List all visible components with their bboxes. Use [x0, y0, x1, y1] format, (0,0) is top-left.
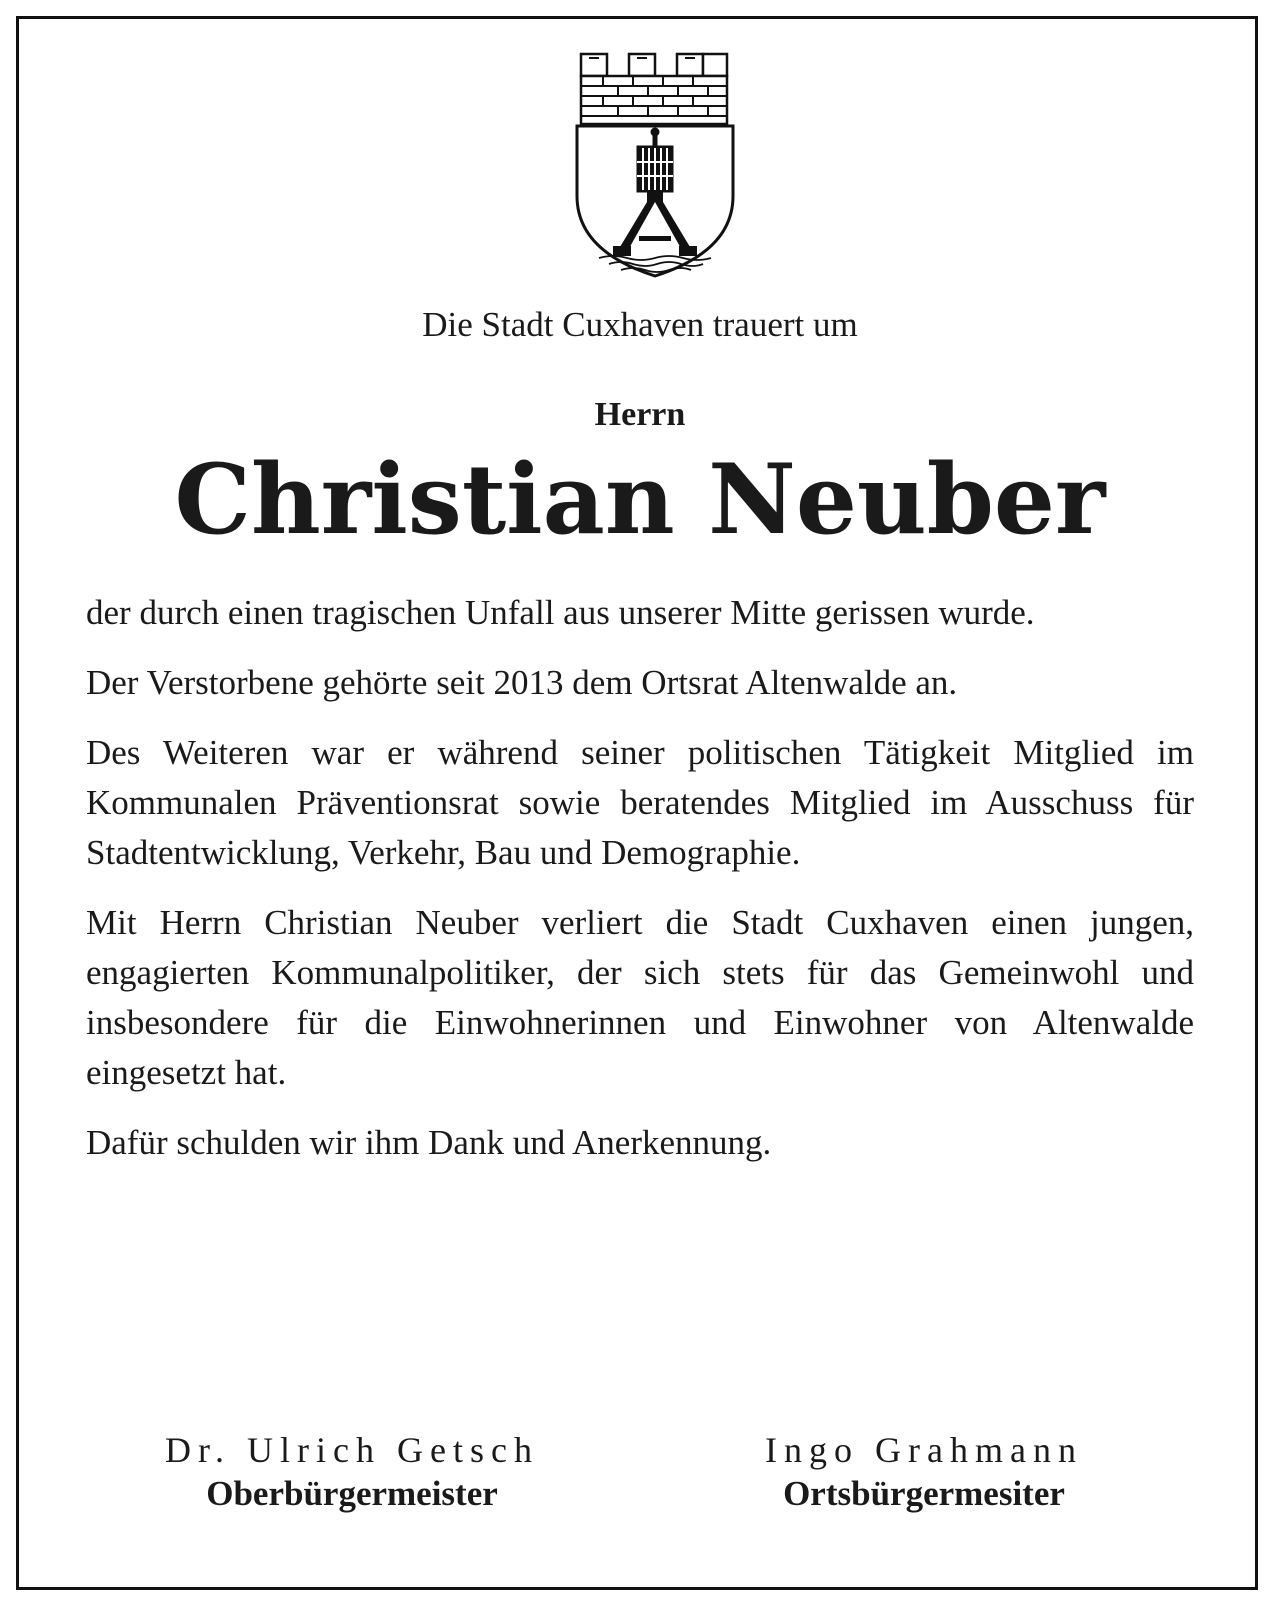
paragraph-1: der durch einen tragischen Unfall aus unserer Mitte gerissen wurde. [86, 593, 1035, 632]
signatory-role: Ortsbürgermesiter [783, 1474, 1065, 1513]
paragraph-5: Dafür schulden wir ihm Dank und Anerkennung. [86, 1123, 772, 1162]
signatory-left [102, 1428, 602, 1516]
salutation: Herrn [594, 396, 686, 433]
cuxhaven-coat-of-arms-icon [573, 46, 737, 282]
obituary-body [86, 588, 1194, 1188]
deceased-name: Christian Neuber [174, 443, 1106, 556]
paragraph-2: Der Verstorbene gehörte seit 2013 dem Ortsrat Altenwalde an. [86, 663, 958, 702]
signatory-role: Oberbürgermeister [206, 1474, 498, 1513]
intro-line: Die Stadt Cuxhaven trauert um [422, 305, 858, 344]
signatory-right [674, 1428, 1174, 1516]
signatory-name: Ingo Grahmann [765, 1430, 1083, 1470]
paragraph-3: Des Weiteren war er während seiner politischen Tätigkeit Mitglied im Kommunalen Präventionsrat sowie beratendes Mitglied im Ausschuss für Stadtentwicklung, Verkehr, Bau und Demographie. [86, 733, 1194, 872]
signatory-name: Dr. Ulrich Getsch [165, 1430, 539, 1470]
paragraph-4: Mit Herrn Christian Neuber verliert die Stadt Cuxhaven einen jungen, engagierten Kommunalpolitiker, der sich stets für das Gemeinwohl und insbesondere für die Einwohnerinnen und Einwohner von Altenwalde eingesetzt hat. [86, 903, 1194, 1092]
